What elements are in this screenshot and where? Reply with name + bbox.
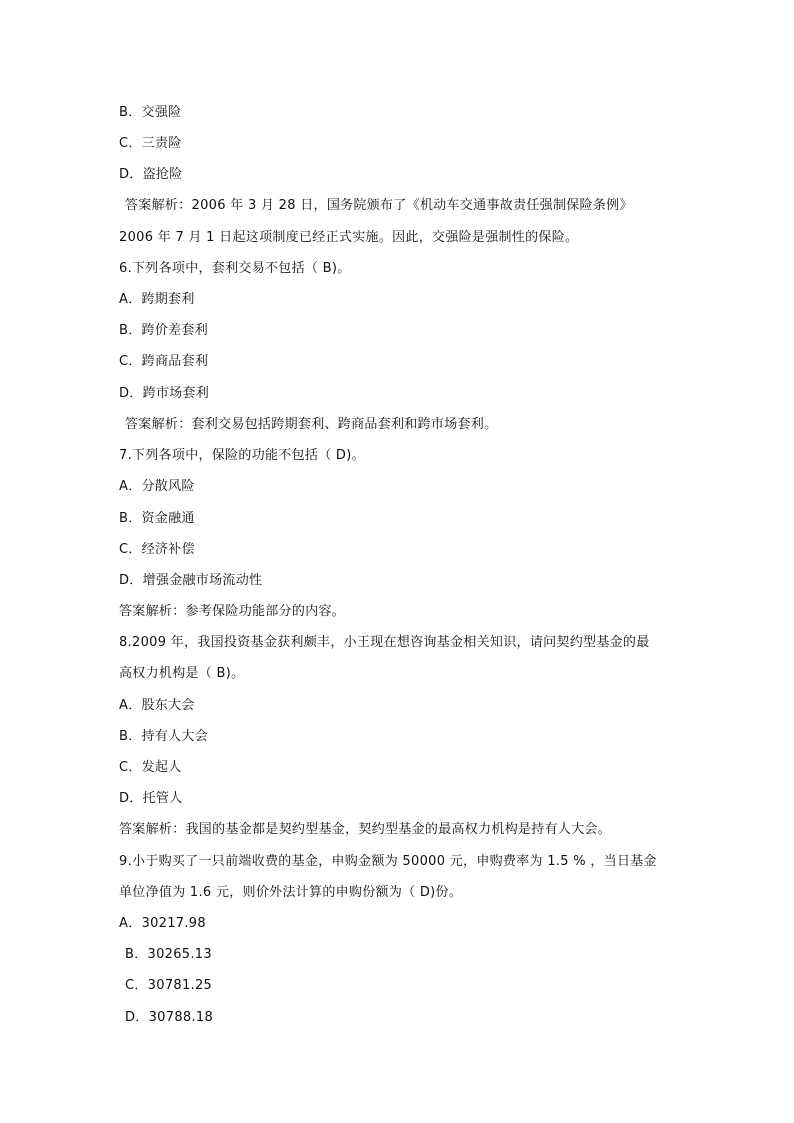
answer-explanation-q6: 答案解析：套利交易包括跨期套利、跨商品套利和跨市场套利。: [125, 417, 498, 432]
option-c-q6: C．跨商品套利: [119, 354, 209, 369]
option-b-q7: B．资金融通: [119, 511, 195, 526]
option-d-q6: D．跨市场套利: [119, 386, 210, 401]
answer-explanation-q8: 答案解析：我国的基金都是契约型基金，契约型基金的最高权力机构是持有人大会。: [119, 822, 612, 837]
option-d-q7: D．增强金融市场流动性: [119, 573, 263, 588]
option-a-q8: A．股东大会: [119, 698, 195, 713]
option-d-q8: D．托管人: [119, 791, 183, 806]
answer-explanation-q7: 答案解析：参考保险功能部分的内容。: [119, 604, 346, 619]
answer-explanation-q5-line2: 2006 年 7 月 1 日起这项制度已经正式实施。因此，交强险是强制性的保险。: [119, 230, 579, 245]
question-6: 6.下列各项中，套利交易不包括（ B)。: [119, 261, 351, 276]
option-c-q7: C．经济补偿: [119, 542, 195, 557]
question-9-line2: 单位净值为 1.6 元，则价外法计算的申购份额为（ D)份。: [119, 885, 463, 900]
option-a-q9: A．30217.98: [119, 916, 206, 931]
option-d-q5: D．盗抢险: [119, 167, 183, 182]
option-a-q7: A．分散风险: [119, 479, 195, 494]
option-c-q5: C．三责险: [119, 136, 182, 151]
option-b-q5: B．交强险: [119, 105, 182, 120]
option-a-q6: A．跨期套利: [119, 292, 195, 307]
option-c-q9: C．30781.25: [125, 978, 213, 993]
answer-explanation-q5-line1: 答案解析：2006 年 3 月 28 日，国务院颁布了《机动车交通事故责任强制保险条例》: [125, 198, 633, 213]
question-9-line1: 9.小于购买了一只前端收费的基金，申购金额为 50000 元，申购费率为 1.5 % ，当日基金: [119, 854, 657, 869]
question-8-line1: 8.2009 年，我国投资基金获利颇丰，小王现在想咨询基金相关知识，请问契约型基金的最: [119, 635, 650, 650]
question-7: 7.下列各项中，保险的功能不包括（ D)。: [119, 448, 365, 463]
option-b-q6: B．跨价差套利: [119, 323, 209, 338]
option-b-q9: B．30265.13: [125, 947, 212, 962]
option-b-q8: B．持有人大会: [119, 729, 209, 744]
question-8-line2: 高权力机构是（ B)。: [119, 666, 245, 681]
option-d-q9: D．30788.18: [125, 1010, 214, 1025]
option-c-q8: C．发起人: [119, 760, 182, 775]
